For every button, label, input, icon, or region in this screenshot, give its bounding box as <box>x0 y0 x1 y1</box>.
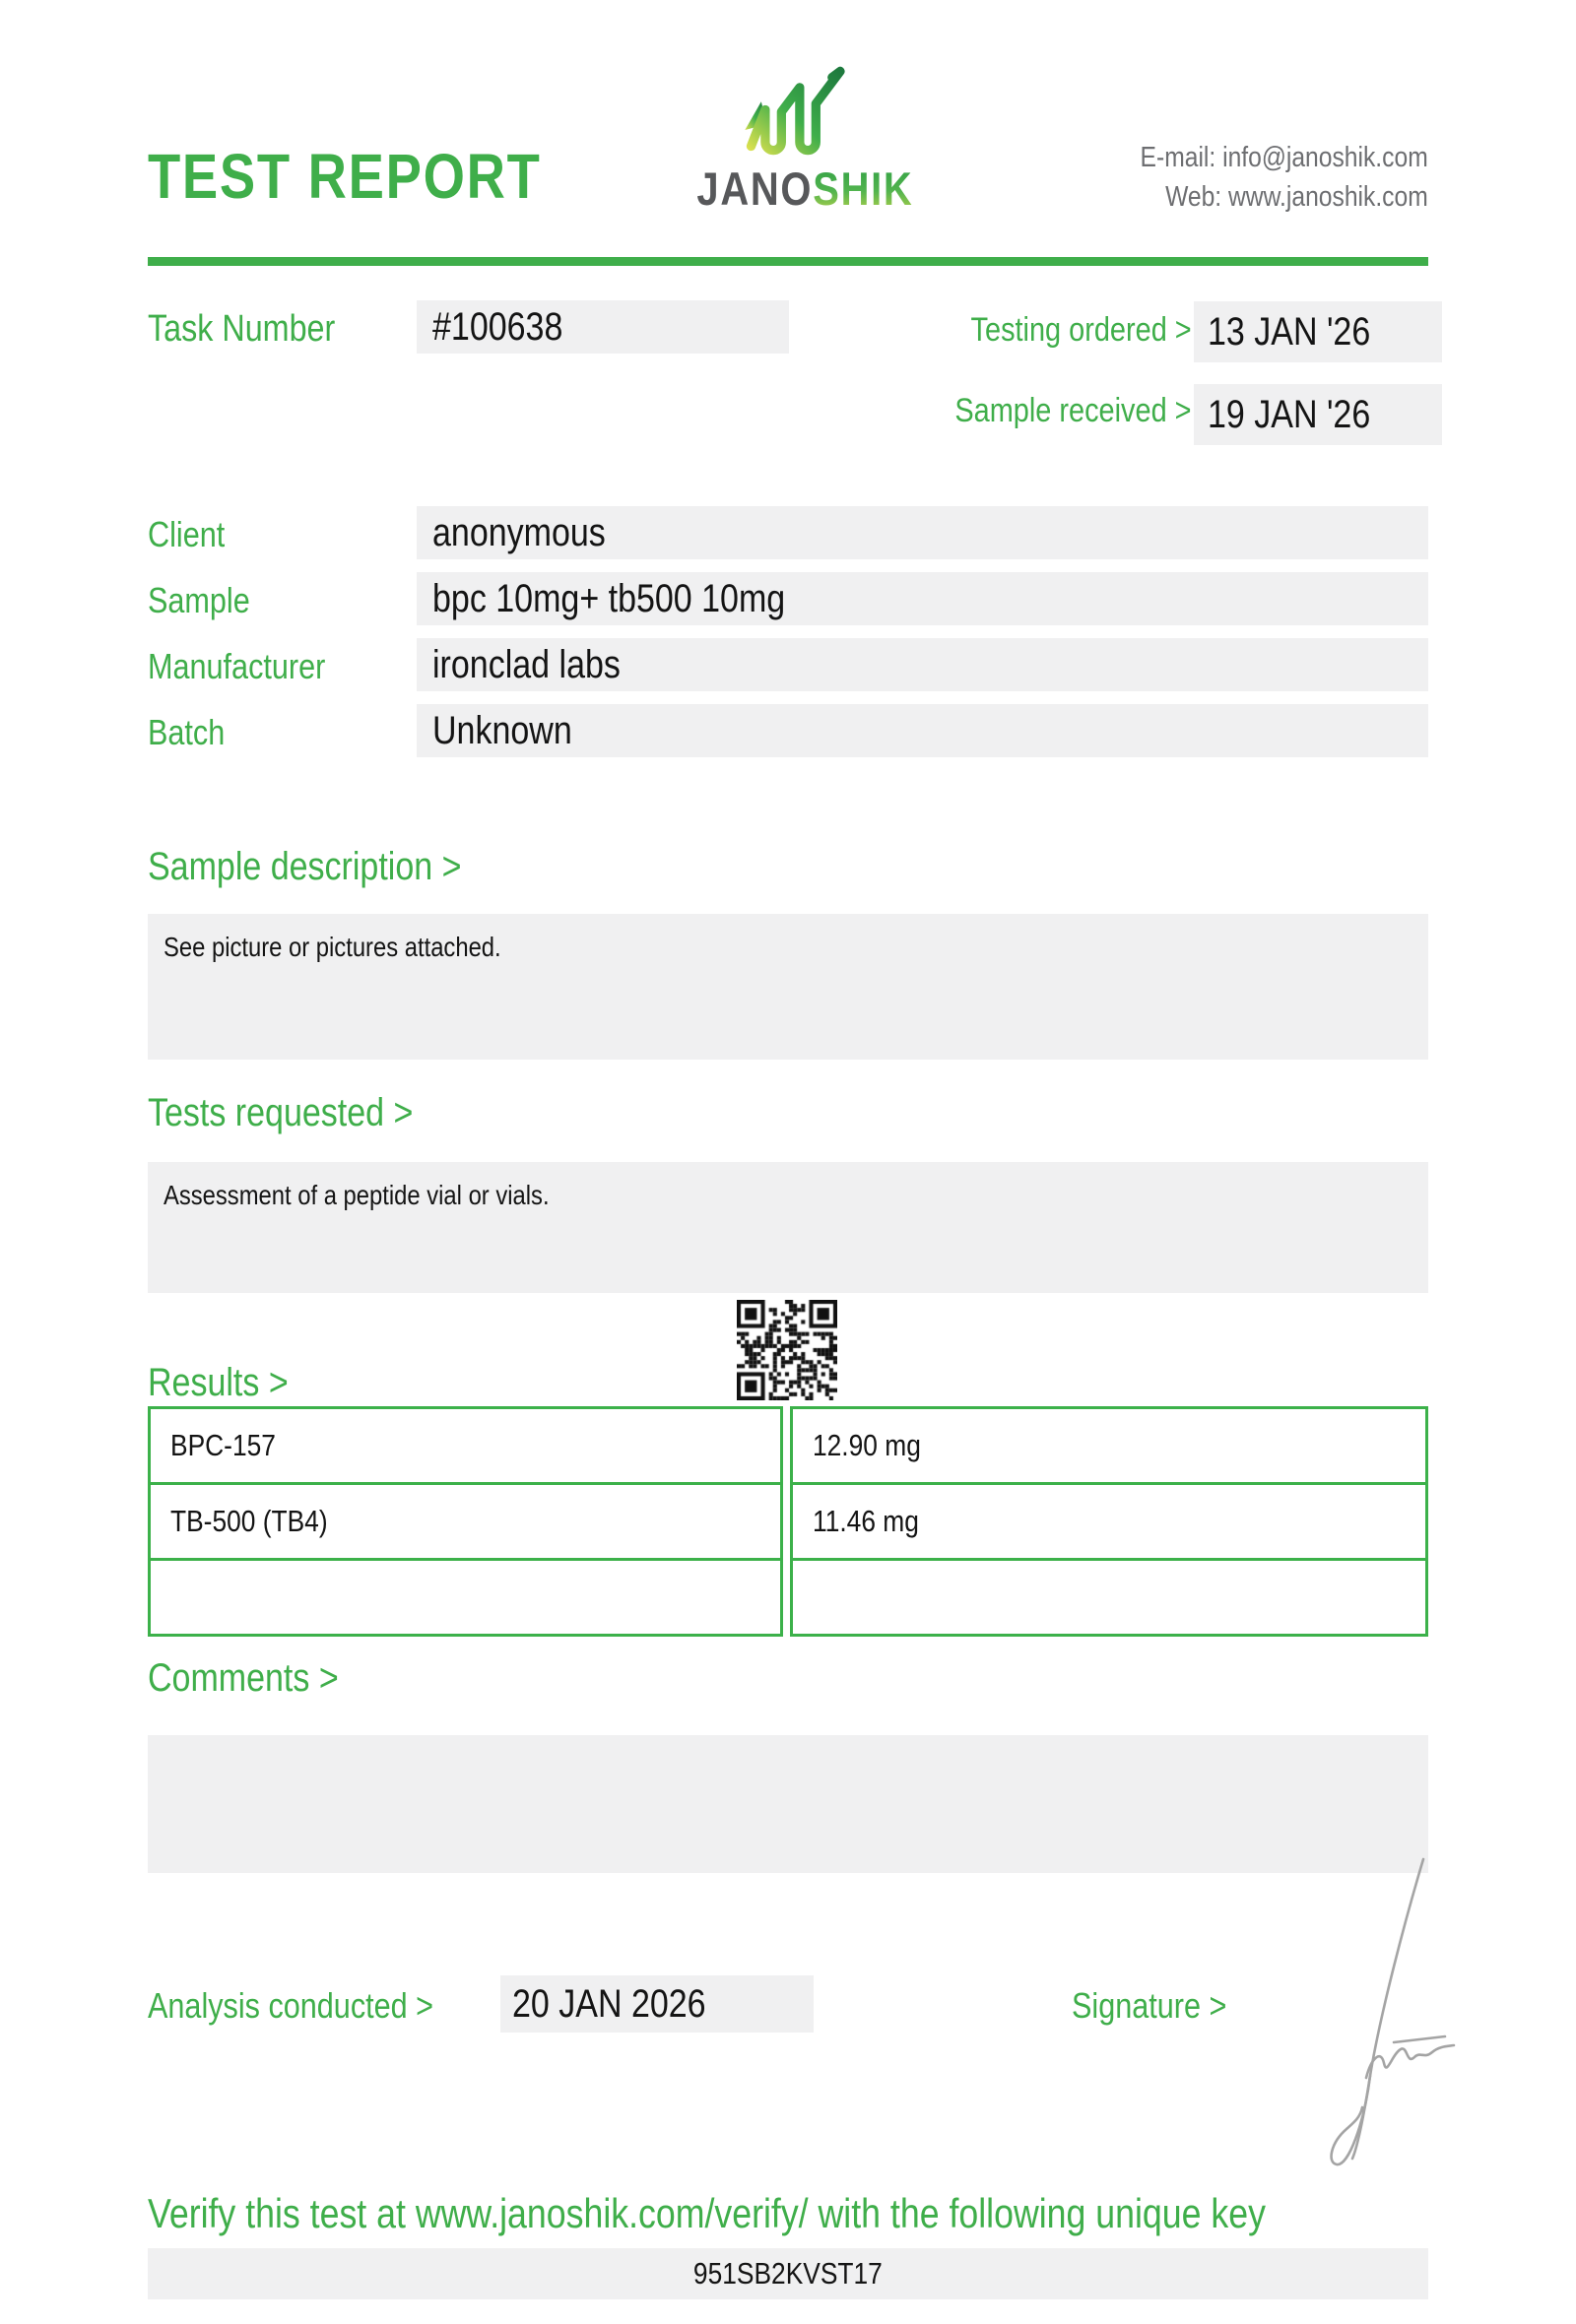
tests-requested-text: Assessment of a peptide vial or vials. <box>164 1180 550 1210</box>
sample-description-heading: Sample description > <box>148 845 462 888</box>
analysis-date-value: 20 JAN 2026 <box>500 1975 814 2033</box>
wordmark-green: SHIK <box>812 162 914 215</box>
detail-value-sample: bpc 10mg+ tb500 10mg <box>417 572 1428 625</box>
brand-logo <box>662 57 948 216</box>
tests-requested-box <box>148 1162 1428 1293</box>
analysis-conducted-label: Analysis conducted > <box>148 1985 434 2026</box>
sample-description-text: See picture or pictures attached. <box>164 932 501 962</box>
result-amount-cell: 12.90 mg <box>813 1428 921 1462</box>
trend-chart-icon <box>731 57 879 163</box>
detail-label-batch: Batch <box>148 712 226 752</box>
testing-ordered-label: Testing ordered > <box>970 311 1192 349</box>
unique-key-value: 951SB2KVST17 <box>693 2256 883 2291</box>
detail-label-sample: Sample <box>148 580 250 620</box>
testing-ordered-value: 13 JAN '26 <box>1194 301 1442 362</box>
contact-email: E-mail: info@janoshik.com <box>1140 142 1428 173</box>
signature-label: Signature > <box>1072 1985 1227 2026</box>
results-heading: Results > <box>148 1361 289 1404</box>
detail-label-client: Client <box>148 514 226 554</box>
comments-heading: Comments > <box>148 1656 339 1700</box>
detail-label-manufacturer: Manufacturer <box>148 646 326 686</box>
detail-value-batch: Unknown <box>417 704 1428 757</box>
sample-received-value: 19 JAN '26 <box>1194 384 1442 445</box>
result-analyte-cell <box>151 1558 780 1634</box>
task-number-label: Task Number <box>148 308 336 350</box>
sample-received-label: Sample received > <box>954 392 1192 429</box>
result-amount-cell <box>793 1558 1425 1634</box>
result-analyte-cell: TB-500 (TB4) <box>151 1482 780 1558</box>
brand-wordmark <box>662 161 948 216</box>
page-title: TEST REPORT <box>148 141 542 212</box>
detail-value-manufacturer: ironclad labs <box>417 638 1428 691</box>
result-amount-cell: 11.46 mg <box>793 1482 1425 1558</box>
results-table-analyte-column <box>148 1406 783 1637</box>
contact-block <box>1089 138 1428 217</box>
tests-requested-heading: Tests requested > <box>148 1091 414 1134</box>
wordmark-gray: JANO <box>695 162 813 215</box>
unique-key-box <box>148 2248 1428 2299</box>
signature-image <box>1276 1849 1473 2179</box>
result-analyte-cell: BPC-157 <box>170 1428 276 1462</box>
verify-text: Verify this test at www.janoshik.com/verify/ with the following unique key <box>148 2190 1266 2236</box>
contact-web: Web: www.janoshik.com <box>1165 181 1428 213</box>
task-number-value: #100638 <box>417 300 789 354</box>
qr-code <box>737 1300 837 1400</box>
results-table-amount-column <box>790 1406 1428 1637</box>
detail-value-client: anonymous <box>417 506 1428 559</box>
sample-description-box <box>148 914 1428 1060</box>
header-rule <box>148 257 1428 266</box>
comments-box <box>148 1735 1428 1873</box>
